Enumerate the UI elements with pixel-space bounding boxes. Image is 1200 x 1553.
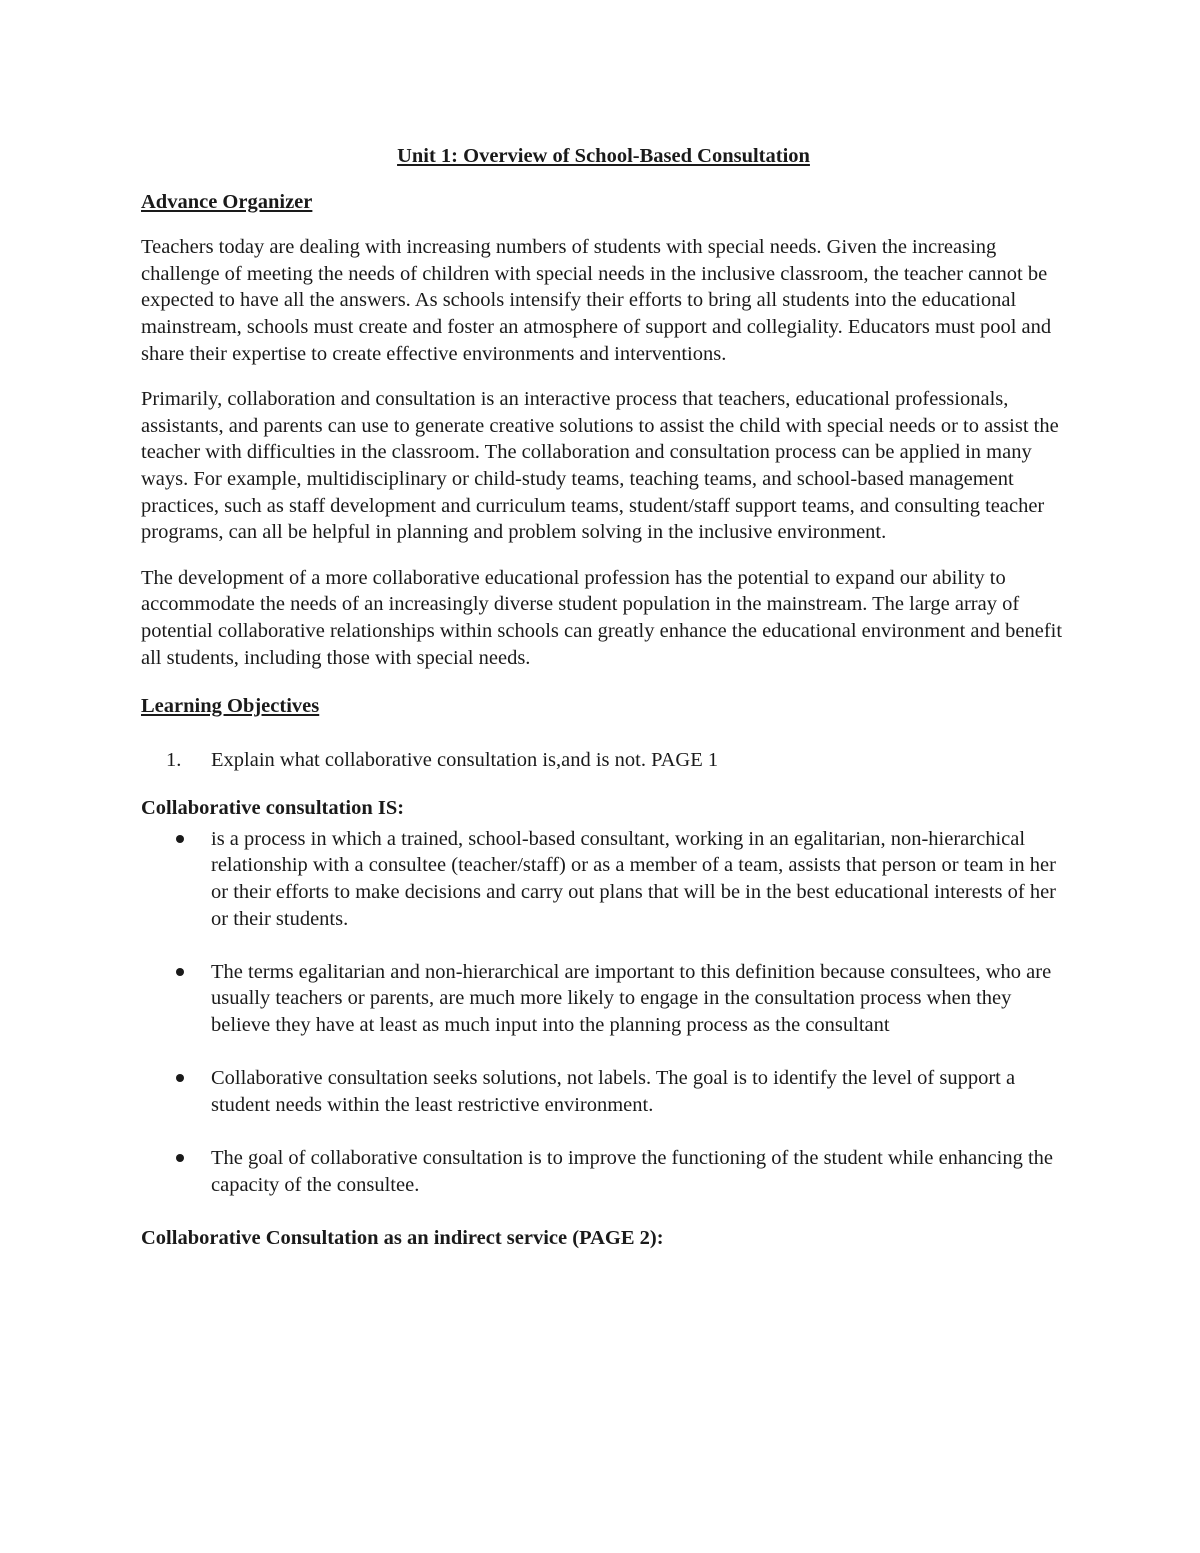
bullet-icon — [176, 1074, 184, 1082]
page-title: Unit 1: Overview of School-Based Consultation — [397, 145, 810, 167]
list-item — [141, 959, 1066, 1039]
bullet-text: The goal of collaborative consultation is to improve the functioning of the student while enhancing the capacity of the consultee. — [211, 1147, 1053, 1196]
paragraph-development: The development of a more collaborative educational profession has the potential to expand our ability to accommodate the needs of an increasingly diverse student population in the mainstream. The large array of potential collaborative relationships within schools can greatly enhance the educational environment and benefit all students, including those with special needs. — [141, 566, 1063, 669]
list-item — [141, 747, 1066, 774]
learning-objectives-list — [141, 747, 1066, 774]
document-body — [141, 143, 1066, 1251]
indirect-service-heading: Collaborative Consultation as an indirect service (PAGE 2): — [141, 1226, 664, 1249]
list-item — [141, 1065, 1066, 1118]
collaborative-is-list — [141, 826, 1066, 1198]
paragraph-primarily: Primarily, collaboration and consultation is an interactive process that teachers, educational professionals, assistants, and parents can use to generate creative solutions to assist the child with special needs or to assist the teacher with difficulties in the classroom. The collaboration and consultation process can be applied in many ways. For example, multidisciplinary or child-study teams, teaching teams, and school-based management practices, such as staff development and curriculum teams, student/staff support teams, and consulting teacher programs, can all be helpful in planning and problem solving in the inclusive environment. — [141, 388, 1059, 544]
bullet-text: Collaborative consultation seeks solutions, not labels. The goal is to identify the level of support a student needs within the least restrictive environment. — [211, 1067, 1016, 1116]
bullet-icon — [176, 968, 184, 976]
bullet-icon — [176, 835, 184, 843]
objective-text: Explain what collaborative consultation is,and is not. PAGE 1 — [211, 748, 719, 771]
list-item — [141, 826, 1066, 932]
advance-organizer-heading: Advance Organizer — [141, 190, 313, 213]
list-item — [141, 1145, 1066, 1198]
paragraph-teachers-today: Teachers today are dealing with increasing numbers of students with special needs. Given the increasing challenge of meeting the needs of children with special needs in the inclusive classroom, the teacher cannot be expected to have all the answers. As schools intensify their efforts to bring all students into the educational mainstream, schools must create and foster an atmosphere of support and collegiality. Educators must pool and share their expertise to create effective environments and interventions. — [141, 236, 1052, 365]
collaborative-is-heading: Collaborative consultation IS: — [141, 797, 405, 820]
learning-objectives-heading: Learning Objectives — [141, 695, 320, 718]
bullet-text: is a process in which a trained, school-based consultant, working in an egalitarian, non-hierarchical relationship with a consultee (teacher/staff) or as a member of a team, assists that person or team in her or their efforts to make decisions and carry out plans that will be in the best educational interests of her or their students. — [211, 827, 1056, 930]
bullet-icon — [176, 1154, 184, 1162]
bullet-text: The terms egalitarian and non-hierarchical are important to this definition because consultees, who are usually teachers or parents, are much more likely to engage in the consultation process when they believe they have at least as much input into the planning process as the consultant — [211, 960, 1052, 1037]
objective-number: 1. — [166, 748, 182, 771]
